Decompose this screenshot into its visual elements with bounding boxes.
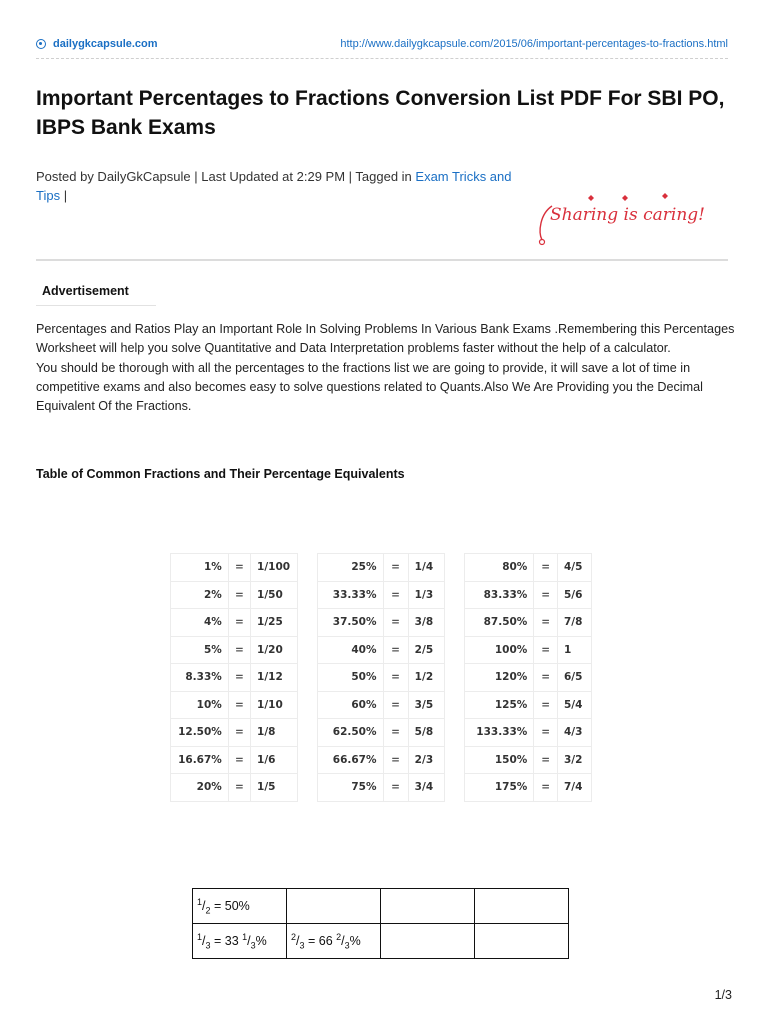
cell-frac: 3/2 — [557, 746, 591, 774]
cell-eq: = — [383, 664, 408, 692]
cell-pct: 100% — [465, 636, 534, 664]
cell-eq: = — [534, 609, 558, 637]
site-name: dailygkcapsule.com — [53, 38, 158, 50]
table-row — [318, 774, 445, 802]
tag-link-exam-tricks[interactable]: Exam Tricks and Tips — [36, 169, 512, 203]
table-cell: $^2/_3 = 66$ $^2/_3\%$ — [287, 924, 381, 959]
table-row — [171, 609, 298, 637]
cell-pct: 75% — [318, 774, 384, 802]
cell-eq: = — [534, 581, 558, 609]
table-cell — [475, 889, 569, 924]
cell-pct: 125% — [465, 691, 534, 719]
cell-frac: 6/5 — [557, 664, 591, 692]
cell-frac: 4/3 — [557, 719, 591, 747]
advertisement-divider — [36, 305, 156, 306]
cell-pct: 16.67% — [171, 746, 229, 774]
cell-eq: = — [534, 554, 558, 582]
table-row — [193, 889, 569, 924]
heart-icon — [662, 193, 668, 199]
cell-eq: = — [534, 746, 558, 774]
cell-eq: = — [228, 554, 250, 582]
table-row — [171, 691, 298, 719]
cell-frac: 1/3 — [408, 581, 444, 609]
table-row — [318, 581, 445, 609]
cell-frac: 4/5 — [557, 554, 591, 582]
cell-frac: 5/8 — [408, 719, 444, 747]
cell-eq: = — [383, 719, 408, 747]
cell-pct: 8.33% — [171, 664, 229, 692]
post-meta-suffix: | — [60, 188, 68, 203]
table-row — [318, 636, 445, 664]
cell-eq: = — [534, 636, 558, 664]
table-row — [193, 924, 569, 959]
cell-frac: 1/2 — [408, 664, 444, 692]
cell-eq: = — [383, 609, 408, 637]
table-row — [465, 581, 592, 609]
cell-pct: 2% — [171, 581, 229, 609]
table-row — [465, 664, 592, 692]
cell-eq: = — [383, 746, 408, 774]
table-row — [171, 774, 298, 802]
cell-frac: 1/25 — [251, 609, 298, 637]
cell-pct: 5% — [171, 636, 229, 664]
table-cell — [381, 924, 475, 959]
table-row — [465, 774, 592, 802]
table-row — [465, 719, 592, 747]
advertisement-label: Advertisement — [42, 284, 129, 298]
table-row — [465, 554, 592, 582]
cell-frac: 3/5 — [408, 691, 444, 719]
cell-frac: 1/8 — [251, 719, 298, 747]
table-row — [318, 719, 445, 747]
post-meta — [36, 167, 516, 205]
cell-eq: = — [383, 554, 408, 582]
table-row — [171, 746, 298, 774]
intro-paragraph: Percentages and Ratios Play an Important Role In Solving Problems In Various Bank Exams .Remembering this Percentages Worksheet will help you solve Quantitative and Data Interpretation problems faster without the help of a calculator. — [36, 322, 735, 356]
page-title: Important Percentages to Fractions Conversion List PDF For SBI PO, IBPS Bank Exams — [36, 87, 725, 139]
sharing-is-caring-badge[interactable] — [536, 192, 716, 252]
cell-pct: 120% — [465, 664, 534, 692]
cell-frac: 1/6 — [251, 746, 298, 774]
table-cell — [475, 924, 569, 959]
percent-table-3 — [464, 553, 592, 802]
page-indicator: 1/3 — [714, 988, 732, 1002]
table-row — [465, 746, 592, 774]
cell-frac: 1 — [557, 636, 591, 664]
cell-frac: 1/5 — [251, 774, 298, 802]
table-cell: $^1/_2 = 50\%$ — [193, 889, 287, 924]
cell-pct: 66.67% — [318, 746, 384, 774]
table-heading: Table of Common Fractions and Their Percentage Equivalents — [36, 467, 405, 481]
cell-pct: 40% — [318, 636, 384, 664]
heart-icon — [588, 195, 594, 201]
table-row — [465, 691, 592, 719]
cell-frac: 5/4 — [557, 691, 591, 719]
cell-pct: 83.33% — [465, 581, 534, 609]
header-divider — [36, 58, 728, 59]
cell-frac: 1/20 — [251, 636, 298, 664]
cell-eq: = — [383, 636, 408, 664]
table-row — [171, 664, 298, 692]
table-row — [171, 636, 298, 664]
cell-eq: = — [534, 719, 558, 747]
page-url-link[interactable]: http://www.dailygkcapsule.com/2015/06/important-percentages-to-fractions.html — [340, 38, 728, 50]
intro-paragraph: You should be thorough with all the percentages to the fractions list we are going to provide, it will save a lot of time in competitive exams and also becomes easy to solve questions related to Quants.Also We Are Providing you the Decimal Equivalent Of the Fractions. — [36, 360, 703, 414]
cell-pct: 25% — [318, 554, 384, 582]
cell-eq: = — [383, 774, 408, 802]
cell-frac: 5/6 — [557, 581, 591, 609]
link-circle-icon — [36, 39, 46, 49]
cell-pct: 80% — [465, 554, 534, 582]
cell-pct: 12.50% — [171, 719, 229, 747]
table-row — [318, 664, 445, 692]
cell-eq: = — [228, 609, 250, 637]
sharing-badge-text: Sharing is caring! — [550, 205, 705, 225]
table-row — [465, 636, 592, 664]
cell-eq: = — [228, 746, 250, 774]
cell-frac: 1/10 — [251, 691, 298, 719]
post-meta-text: Posted by DailyGkCapsule | Last Updated at 2:29 PM | Tagged in — [36, 169, 416, 184]
cell-frac: 3/8 — [408, 609, 444, 637]
cell-frac: 2/5 — [408, 636, 444, 664]
table-row — [465, 609, 592, 637]
table-row — [318, 746, 445, 774]
cell-pct: 33.33% — [318, 581, 384, 609]
cell-eq: = — [228, 581, 250, 609]
cell-frac: 1/12 — [251, 664, 298, 692]
cell-eq: = — [534, 774, 558, 802]
cell-frac: 1/100 — [251, 554, 298, 582]
cell-eq: = — [534, 691, 558, 719]
cell-frac: 2/3 — [408, 746, 444, 774]
table-row — [171, 581, 298, 609]
section-divider — [36, 259, 728, 261]
table-cell — [381, 889, 475, 924]
cell-pct: 50% — [318, 664, 384, 692]
cell-frac: 1/4 — [408, 554, 444, 582]
cell-frac: 7/8 — [557, 609, 591, 637]
cell-eq: = — [228, 664, 250, 692]
cell-frac: 1/50 — [251, 581, 298, 609]
cell-eq: = — [383, 691, 408, 719]
table-row — [318, 554, 445, 582]
cell-pct: 60% — [318, 691, 384, 719]
heart-dot-icon — [540, 240, 545, 245]
table-cell — [287, 889, 381, 924]
cell-eq: = — [228, 636, 250, 664]
cell-pct: 175% — [465, 774, 534, 802]
table-cell: $^1/_3 = 33$ $^1/_3\%$ — [193, 924, 287, 959]
table-row — [318, 609, 445, 637]
cell-pct: 150% — [465, 746, 534, 774]
cell-eq: = — [228, 774, 250, 802]
cell-pct: 133.33% — [465, 719, 534, 747]
article-body — [36, 320, 736, 416]
fraction-equivalents-table — [192, 888, 569, 959]
cell-eq: = — [228, 719, 250, 747]
cell-eq: = — [534, 664, 558, 692]
cell-frac: 7/4 — [557, 774, 591, 802]
table-row — [171, 719, 298, 747]
cell-pct: 4% — [171, 609, 229, 637]
cell-eq: = — [383, 581, 408, 609]
table-row — [171, 554, 298, 582]
cell-pct: 20% — [171, 774, 229, 802]
cell-pct: 10% — [171, 691, 229, 719]
site-name-link[interactable] — [36, 38, 158, 50]
percent-table-1 — [170, 553, 298, 802]
table-row — [318, 691, 445, 719]
cell-pct: 62.50% — [318, 719, 384, 747]
cell-pct: 1% — [171, 554, 229, 582]
cell-frac: 3/4 — [408, 774, 444, 802]
heart-icon — [622, 195, 628, 201]
cell-pct: 37.50% — [318, 609, 384, 637]
cell-pct: 87.50% — [465, 609, 534, 637]
cell-eq: = — [228, 691, 250, 719]
percent-table-2 — [317, 553, 445, 802]
